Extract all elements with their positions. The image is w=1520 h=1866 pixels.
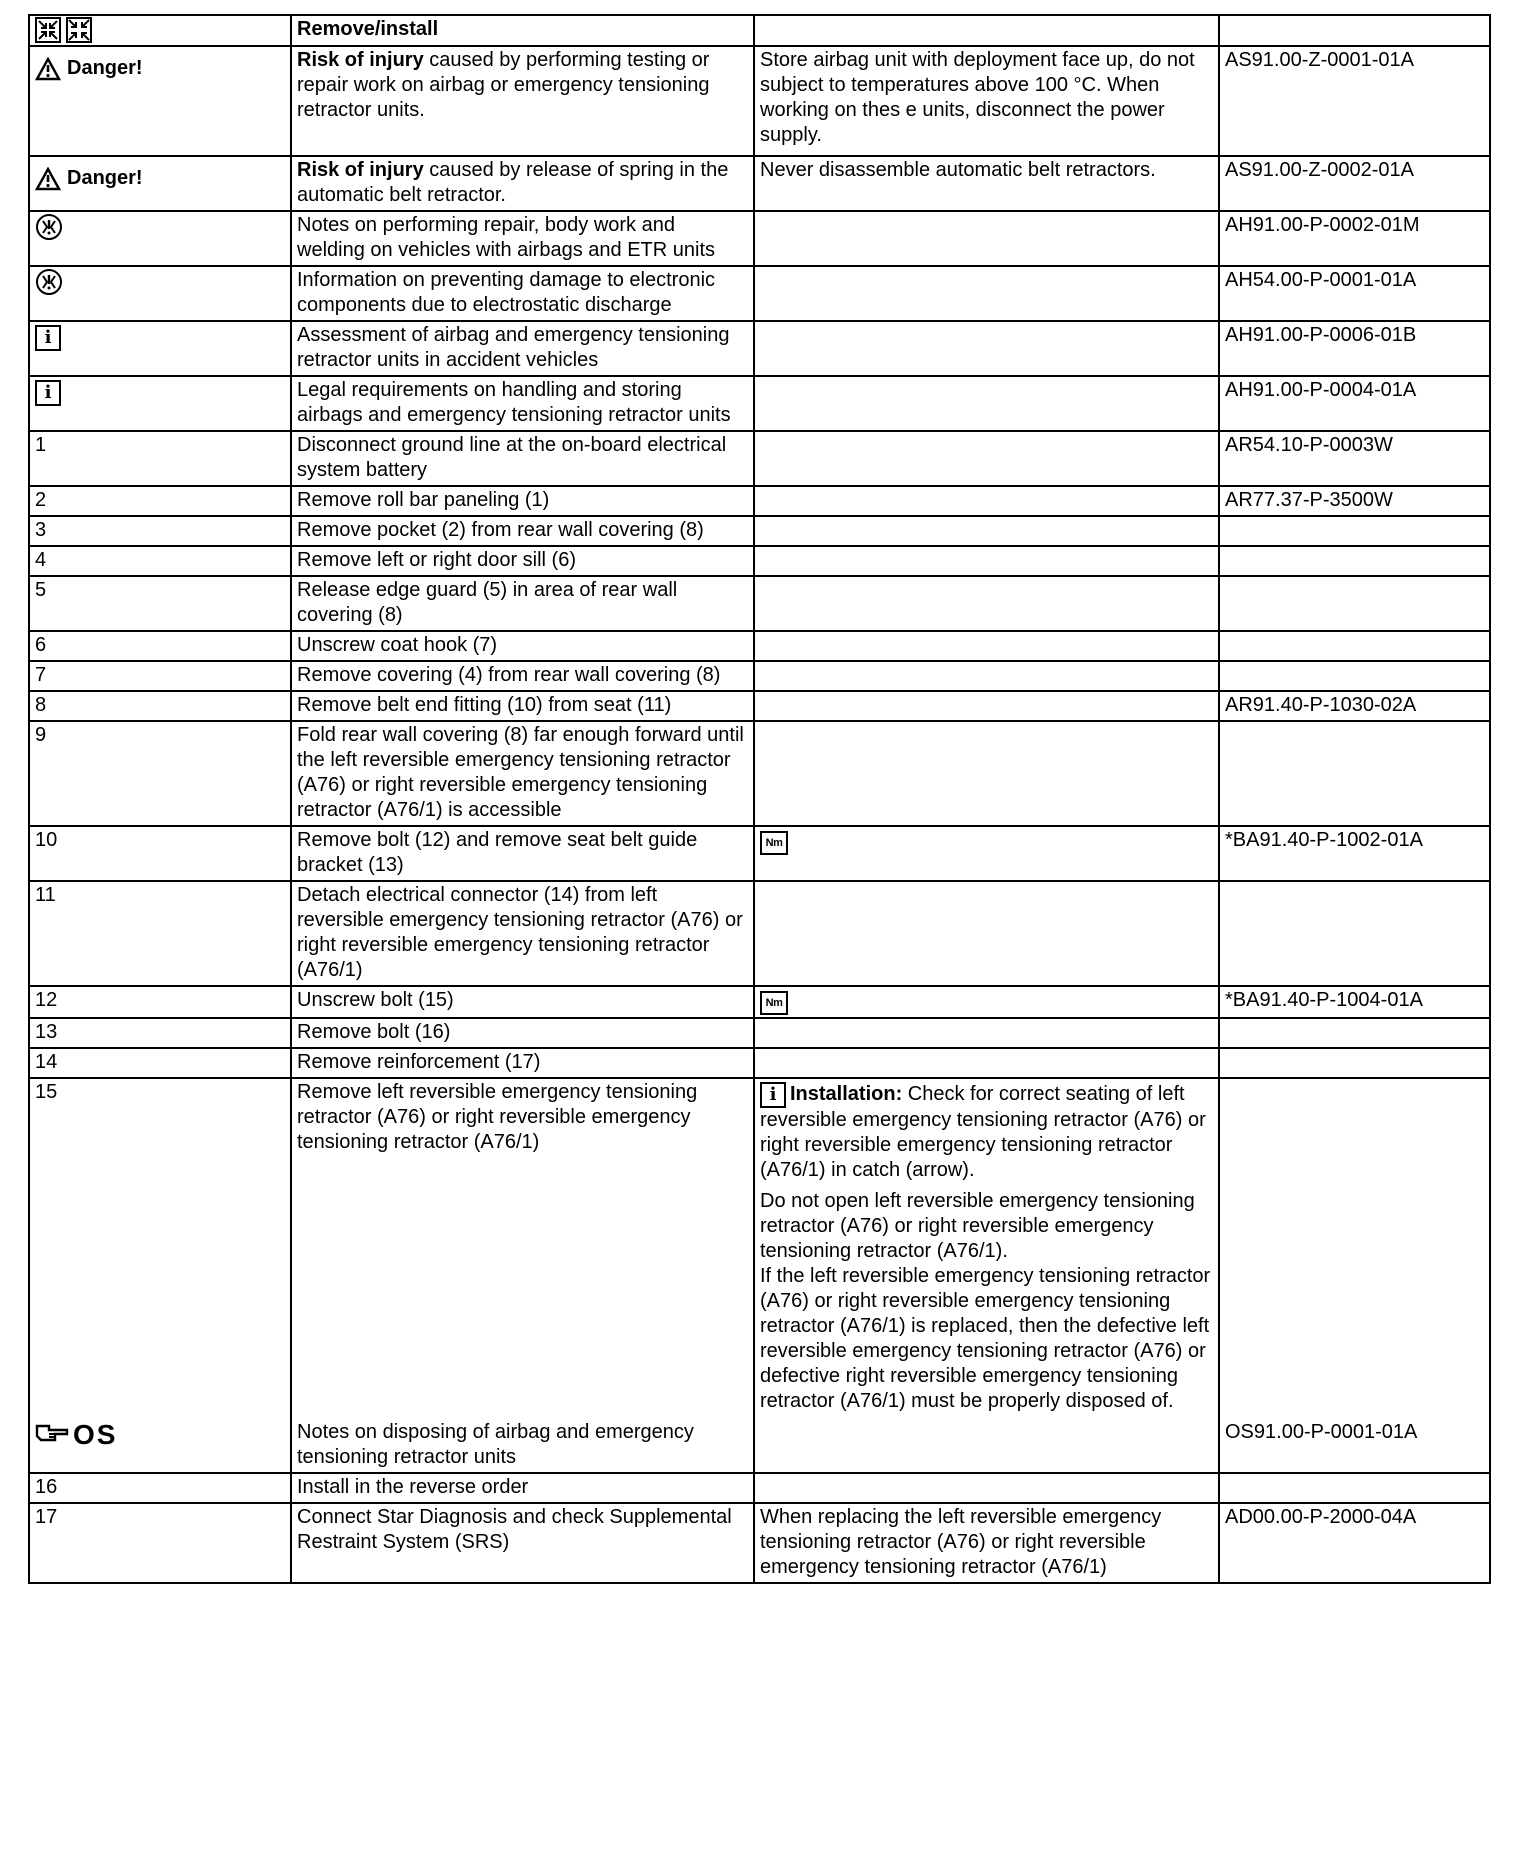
step-row xyxy=(29,516,1490,546)
step-note xyxy=(754,691,1219,721)
step-note xyxy=(754,881,1219,986)
step-text: Remove roll bar paneling (1) xyxy=(291,486,754,516)
step-number: 14 xyxy=(29,1048,291,1078)
step-number: 8 xyxy=(29,691,291,721)
note-row xyxy=(29,266,1490,321)
step-note xyxy=(754,721,1219,826)
note-text: Information on preventing damage to electronic components due to electrostatic discharge xyxy=(291,266,754,321)
danger-ref-link[interactable]: AS91.00-Z-0002-01A xyxy=(1219,156,1490,211)
install-note xyxy=(760,1080,1213,1183)
procedure-table xyxy=(28,14,1491,1584)
step-row xyxy=(29,661,1490,691)
note-text: Legal requirements on handling and storing airbags and emergency tensioning retractor units xyxy=(291,376,754,431)
warning-triangle-icon xyxy=(35,57,61,81)
step-row xyxy=(29,631,1490,661)
step-text: Remove pocket (2) from rear wall covering (8) xyxy=(291,516,754,546)
step-ref xyxy=(1219,516,1490,546)
step-number: 5 xyxy=(29,576,291,631)
pointing-hand-icon xyxy=(35,1420,71,1448)
step-note xyxy=(754,431,1219,486)
step-ref-link[interactable]: AR91.40-P-1030-02A xyxy=(1219,691,1490,721)
os-label: OS xyxy=(73,1418,118,1450)
step-number: 13 xyxy=(29,1018,291,1048)
warning-triangle-icon xyxy=(35,167,61,191)
danger-description xyxy=(291,156,754,211)
os-badge xyxy=(35,1420,117,1448)
step-ref xyxy=(1219,1473,1490,1503)
note-row xyxy=(29,321,1490,376)
torque-icon[interactable]: Nm xyxy=(760,991,788,1015)
step-ref-link[interactable]: *BA91.40-P-1002-01A xyxy=(1219,826,1490,881)
step-ref-cell xyxy=(1219,1078,1490,1473)
step-ref-link[interactable]: AR54.10-P-0003W xyxy=(1219,431,1490,486)
step-note xyxy=(754,576,1219,631)
step-text: Remove reinforcement (17) xyxy=(291,1048,754,1078)
step-ref xyxy=(1219,881,1490,986)
note-icon-cell xyxy=(29,266,291,321)
step-number: 12 xyxy=(29,986,291,1018)
step-text: Remove bolt (16) xyxy=(291,1018,754,1048)
step-note xyxy=(754,826,1219,881)
danger-cell xyxy=(29,156,291,211)
risk-text: caused by performing testing or repair work on airbag or emergency tensioning retractor units. xyxy=(297,49,710,121)
danger-note: Store airbag unit with deployment face up, do not subject to temperatures above 100 °C. When working on thes e units, disconnect the power supply. xyxy=(754,46,1219,156)
note-empty xyxy=(754,376,1219,431)
note-ref-link[interactable]: AH91.00-P-0006-01B xyxy=(1219,321,1490,376)
danger-cell xyxy=(29,46,291,156)
step-row xyxy=(29,691,1490,721)
step-text: Connect Star Diagnosis and check Supplemental Restraint System (SRS) xyxy=(291,1503,754,1583)
step-row xyxy=(29,881,1490,986)
step-text: Release edge guard (5) in area of rear wall covering (8) xyxy=(291,576,754,631)
step-row xyxy=(29,1473,1490,1503)
note-empty xyxy=(754,266,1219,321)
step-note xyxy=(754,1018,1219,1048)
danger-row xyxy=(29,46,1490,156)
step-text-cell xyxy=(291,1078,754,1473)
note-text: Assessment of airbag and emergency tensioning retractor units in accident vehicles xyxy=(291,321,754,376)
note-empty xyxy=(754,211,1219,266)
step-text: Remove belt end fitting (10) from seat (11) xyxy=(291,691,754,721)
step-number: 11 xyxy=(29,881,291,986)
step-row xyxy=(29,986,1490,1018)
step-row xyxy=(29,1048,1490,1078)
os-text: Notes on disposing of airbag and emergency tensioning retractor units xyxy=(297,1421,694,1468)
step-ref xyxy=(1219,1048,1490,1078)
header-empty-3 xyxy=(754,15,1219,46)
step-text: Fold rear wall covering (8) far enough forward until the left reversible emergency tensioning retractor (A76) or right reversible emergency tensioning retractor (A76/1) is accessible xyxy=(291,721,754,826)
step-note xyxy=(754,631,1219,661)
step-row-15 xyxy=(29,1078,1490,1473)
step-note xyxy=(754,546,1219,576)
step-note xyxy=(754,486,1219,516)
step-ref xyxy=(1219,576,1490,631)
danger-label: Danger! xyxy=(67,167,143,189)
step-text: Install in the reverse order xyxy=(291,1473,754,1503)
step-row xyxy=(29,486,1490,516)
step-text: Detach electrical connector (14) from left reversible emergency tensioning retractor (A76) or right reversible emergency tensioning retractor (A76/1) xyxy=(291,881,754,986)
note-icon-cell xyxy=(29,321,291,376)
step-number-cell xyxy=(29,1078,291,1473)
note-ref-link[interactable]: AH91.00-P-0002-01M xyxy=(1219,211,1490,266)
component-damage-icon xyxy=(35,268,63,296)
step-row xyxy=(29,546,1490,576)
note-ref-link[interactable]: AH91.00-P-0004-01A xyxy=(1219,376,1490,431)
step-row xyxy=(29,721,1490,826)
danger-label: Danger! xyxy=(67,57,143,79)
step-text: Unscrew bolt (15) xyxy=(291,986,754,1018)
torque-icon[interactable]: Nm xyxy=(760,831,788,855)
step-note xyxy=(754,986,1219,1018)
danger-row xyxy=(29,156,1490,211)
risk-text: caused by release of spring in the automatic belt retractor. xyxy=(297,159,729,206)
step-note xyxy=(754,1473,1219,1503)
note-icon-cell xyxy=(29,376,291,431)
risk-lead: Risk of injury xyxy=(297,159,424,181)
step-note-cell xyxy=(754,1078,1219,1473)
note-row xyxy=(29,376,1490,431)
note-empty xyxy=(754,321,1219,376)
procedure-sheet xyxy=(28,14,1489,1584)
step-ref-link[interactable]: AD00.00-P-2000-04A xyxy=(1219,1503,1490,1583)
risk-lead: Risk of injury xyxy=(297,49,424,71)
step-note xyxy=(754,1048,1219,1078)
step-ref xyxy=(1219,661,1490,691)
step-row xyxy=(29,576,1490,631)
step-ref xyxy=(1219,631,1490,661)
step-ref-link[interactable]: *BA91.40-P-1004-01A xyxy=(1219,986,1490,1018)
step-row xyxy=(29,1018,1490,1048)
step-row xyxy=(29,431,1490,486)
step-number: 15 xyxy=(35,1081,58,1103)
step-number: 6 xyxy=(29,631,291,661)
disposal-note: If the left reversible emergency tensioning retractor (A76) or right reversible emergency tensioning retractor (A76/1) is replaced, then the defective left reversible emergency tensioning retractor (A76) or defective right reversible emergency tensioning retractor (A76/1) must be properly disposed of. xyxy=(760,1265,1211,1412)
step-number: 7 xyxy=(29,661,291,691)
step-note xyxy=(754,516,1219,546)
step-number: 1 xyxy=(29,431,291,486)
step-number: 9 xyxy=(29,721,291,826)
header-empty-4 xyxy=(1219,15,1490,46)
note-text: Notes on performing repair, body work and welding on vehicles with airbags and ETR units xyxy=(291,211,754,266)
step-ref-link[interactable]: AR77.37-P-3500W xyxy=(1219,486,1490,516)
step-row xyxy=(29,1503,1490,1583)
danger-ref-link[interactable]: AS91.00-Z-0001-01A xyxy=(1219,46,1490,156)
os-ref-link[interactable]: OS91.00-P-0001-01A xyxy=(1225,1421,1418,1443)
step-ref xyxy=(1219,546,1490,576)
header-title: Remove/install xyxy=(291,15,754,46)
step-text: Disconnect ground line at the on-board electrical system battery xyxy=(291,431,754,486)
step-note: When replacing the left reversible emergency tensioning retractor (A76) or right reversible emergency tensioning retractor (A76/1) xyxy=(754,1503,1219,1583)
remove-install-symbols xyxy=(29,15,291,46)
step-text: Remove left reversible emergency tensioning retractor (A76) or right reversible emergency tensioning retractor (A76/1) xyxy=(297,1081,698,1153)
step-number: 10 xyxy=(29,826,291,881)
component-damage-icon xyxy=(35,213,63,241)
step-number: 3 xyxy=(29,516,291,546)
info-icon: i xyxy=(760,1082,786,1108)
installation-label: Installation: xyxy=(790,1083,903,1105)
header-row xyxy=(29,15,1490,46)
installation-text: Check for correct seating of left reversible emergency tensioning retractor (A76) or right reversible emergency tensioning retractor (A76/1) in catch (arrow). xyxy=(760,1083,1206,1181)
info-icon: i xyxy=(35,380,61,406)
danger-note: Never disassemble automatic belt retractors. xyxy=(754,156,1219,211)
step-text: Remove covering (4) from rear wall covering (8) xyxy=(291,661,754,691)
remove-install-icon xyxy=(35,17,93,43)
step-note xyxy=(754,661,1219,691)
step-number: 2 xyxy=(29,486,291,516)
step-text: Unscrew coat hook (7) xyxy=(291,631,754,661)
step-text: Remove left or right door sill (6) xyxy=(291,546,754,576)
step-number: 4 xyxy=(29,546,291,576)
caution-note: Do not open left reversible emergency tensioning retractor (A76) or right reversible emergency tensioning retractor (A76/1). xyxy=(760,1190,1195,1262)
danger-description xyxy=(291,46,754,156)
step-number: 16 xyxy=(29,1473,291,1503)
step-text: Remove bolt (12) and remove seat belt guide bracket (13) xyxy=(291,826,754,881)
note-row xyxy=(29,211,1490,266)
step-ref xyxy=(1219,721,1490,826)
note-ref-link[interactable]: AH54.00-P-0001-01A xyxy=(1219,266,1490,321)
step-number: 17 xyxy=(29,1503,291,1583)
note-icon-cell xyxy=(29,211,291,266)
info-icon: i xyxy=(35,325,61,351)
step-ref xyxy=(1219,1018,1490,1048)
step-row xyxy=(29,826,1490,881)
